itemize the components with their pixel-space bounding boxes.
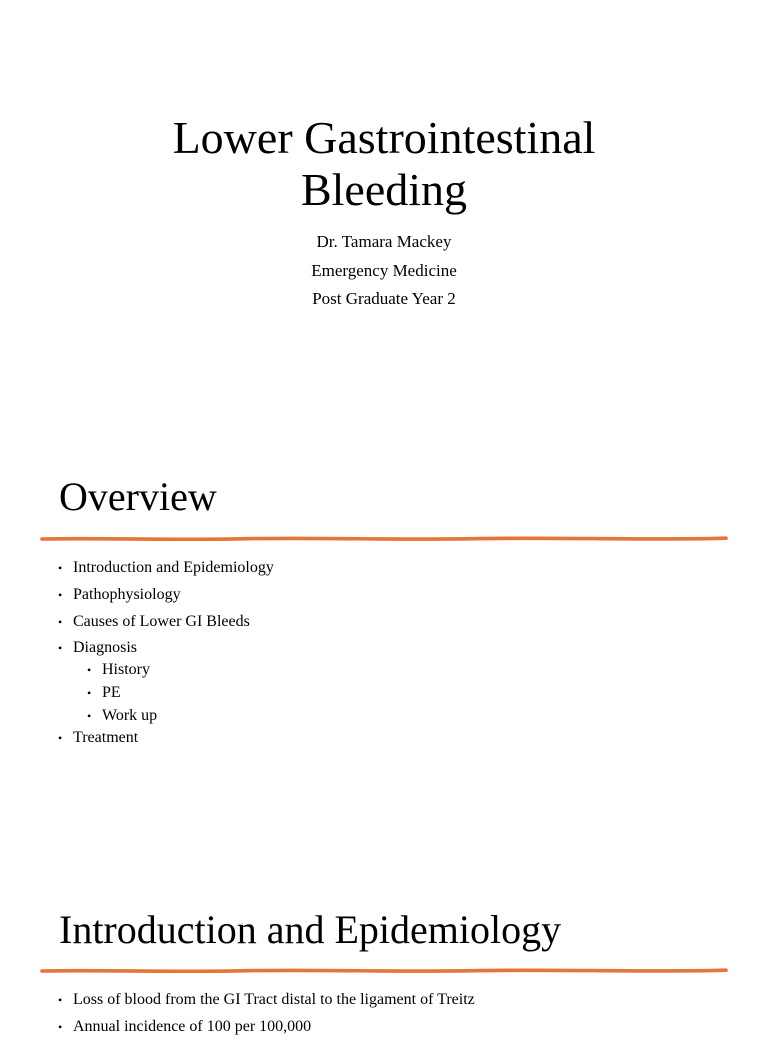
list-item-text: Pathophysiology (73, 585, 181, 603)
author-level: Post Graduate Year 2 (312, 289, 456, 308)
intro-slide (0, 864, 768, 1035)
list-item (58, 613, 274, 631)
list-item-text: Treatment (73, 729, 139, 747)
title-slide (0, 0, 768, 432)
list-item-text: Diagnosis (73, 639, 137, 657)
bullet-dot: • (58, 561, 63, 575)
bullet-dot: • (87, 708, 92, 723)
overview-slide (0, 432, 768, 864)
bullet-dot: • (58, 587, 63, 602)
intro-bullet-list (58, 991, 475, 1045)
accent-divider (40, 535, 728, 543)
bullet-dot: • (87, 685, 92, 700)
author-name: Dr. Tamara Mackey (316, 232, 452, 251)
list-item-text: Annual incidence of 100 per 100,000 (73, 1018, 312, 1035)
bullet-dot: • (58, 993, 63, 1007)
bullet-dot: • (58, 641, 63, 656)
title-line-2: Bleeding (300, 164, 468, 215)
list-item (58, 639, 274, 657)
list-item (58, 991, 475, 1009)
list-item-text: Loss of blood from the GI Tract distal to the ligament of Treitz (73, 991, 475, 1008)
author-department: Emergency Medicine (311, 260, 457, 280)
list-item (58, 729, 274, 747)
sub-list-item-text: PE (102, 683, 121, 701)
bullet-dot: • (87, 663, 92, 678)
presentation-title (0, 112, 768, 216)
sub-list-item-text: Work up (102, 706, 158, 724)
sub-list-item (87, 661, 274, 679)
list-item (58, 1018, 475, 1036)
overview-bullet-list (58, 559, 274, 756)
bullet-dot: • (58, 731, 63, 746)
bullet-dot: • (58, 1020, 63, 1034)
sub-list-item (87, 707, 274, 725)
list-item-text: Introduction and Epidemiology (73, 559, 274, 576)
bullet-dot: • (58, 614, 63, 629)
sub-list-item (87, 684, 274, 702)
list-item (58, 559, 274, 577)
overview-heading: Overview (59, 474, 217, 519)
list-item (58, 586, 274, 604)
accent-divider (40, 967, 728, 975)
list-item-text: Causes of Lower GI Bleeds (73, 612, 250, 630)
sub-list-item-text: History (102, 661, 150, 679)
presentation-subtitle (0, 228, 768, 314)
intro-heading: Introduction and Epidemiology (59, 907, 562, 952)
title-line-1: Lower Gastrointestinal (172, 112, 596, 163)
